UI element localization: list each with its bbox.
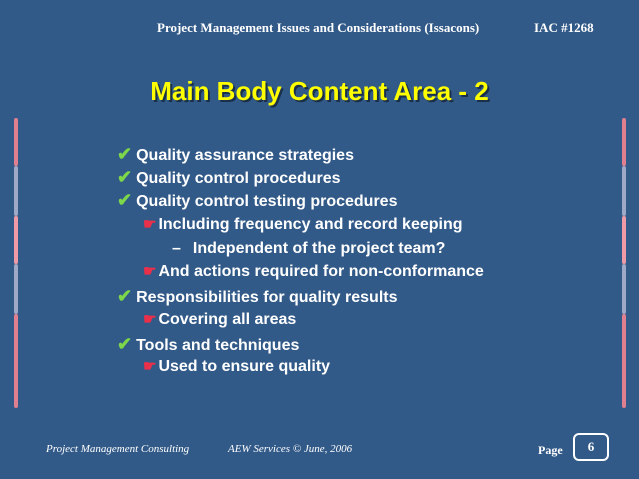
pointing-hand-icon: ☛ xyxy=(143,358,157,375)
pointing-hand-icon: ☛ xyxy=(143,216,157,233)
check-icon: ✔ xyxy=(117,167,133,187)
list-item xyxy=(143,214,463,236)
left-decorative-bar xyxy=(14,118,18,408)
pointing-hand-icon: ☛ xyxy=(143,311,157,328)
list-item-text: Quality assurance strategies xyxy=(136,147,354,164)
list-item xyxy=(143,309,296,331)
page-label: Page xyxy=(538,443,563,457)
header-title: Project Management Issues and Considerations (Issacons) xyxy=(157,20,480,35)
footer-copyright: AEW Services © June, 2006 xyxy=(228,443,353,455)
list-item xyxy=(117,166,341,188)
list-item-text: Quality control testing procedures xyxy=(136,193,398,210)
check-icon: ✔ xyxy=(117,286,133,306)
list-item-text: Including frequency and record keeping xyxy=(158,216,463,233)
list-item-text: Responsibilities for quality results xyxy=(136,289,398,306)
list-item xyxy=(143,356,330,378)
list-item-text: Quality control procedures xyxy=(136,170,341,187)
slide-header xyxy=(0,20,639,40)
list-item-text: And actions required for non-conformance xyxy=(158,263,484,280)
right-decorative-bar xyxy=(622,118,626,408)
footer-company: Project Management Consulting xyxy=(46,443,190,455)
list-item xyxy=(143,261,484,283)
header-id: IAC #1268 xyxy=(534,20,594,35)
list-item-text: Tools and techniques xyxy=(136,337,300,354)
list-item xyxy=(117,143,354,165)
page-number: 6 xyxy=(573,433,609,461)
list-item xyxy=(117,189,397,211)
list-item xyxy=(117,333,299,355)
list-item-text: Covering all areas xyxy=(158,311,297,328)
check-icon: ✔ xyxy=(117,334,133,354)
list-item-text: Independent of the project team? xyxy=(192,240,446,257)
list-item-text: Used to ensure quality xyxy=(158,358,331,375)
list-item xyxy=(117,285,397,307)
slide-title: Main Body Content Area - 2 xyxy=(150,76,489,106)
check-icon: ✔ xyxy=(117,190,133,210)
check-icon: ✔ xyxy=(117,144,133,164)
dash-marker: – xyxy=(172,240,181,257)
list-item xyxy=(172,238,445,260)
pointing-hand-icon: ☛ xyxy=(143,263,157,280)
